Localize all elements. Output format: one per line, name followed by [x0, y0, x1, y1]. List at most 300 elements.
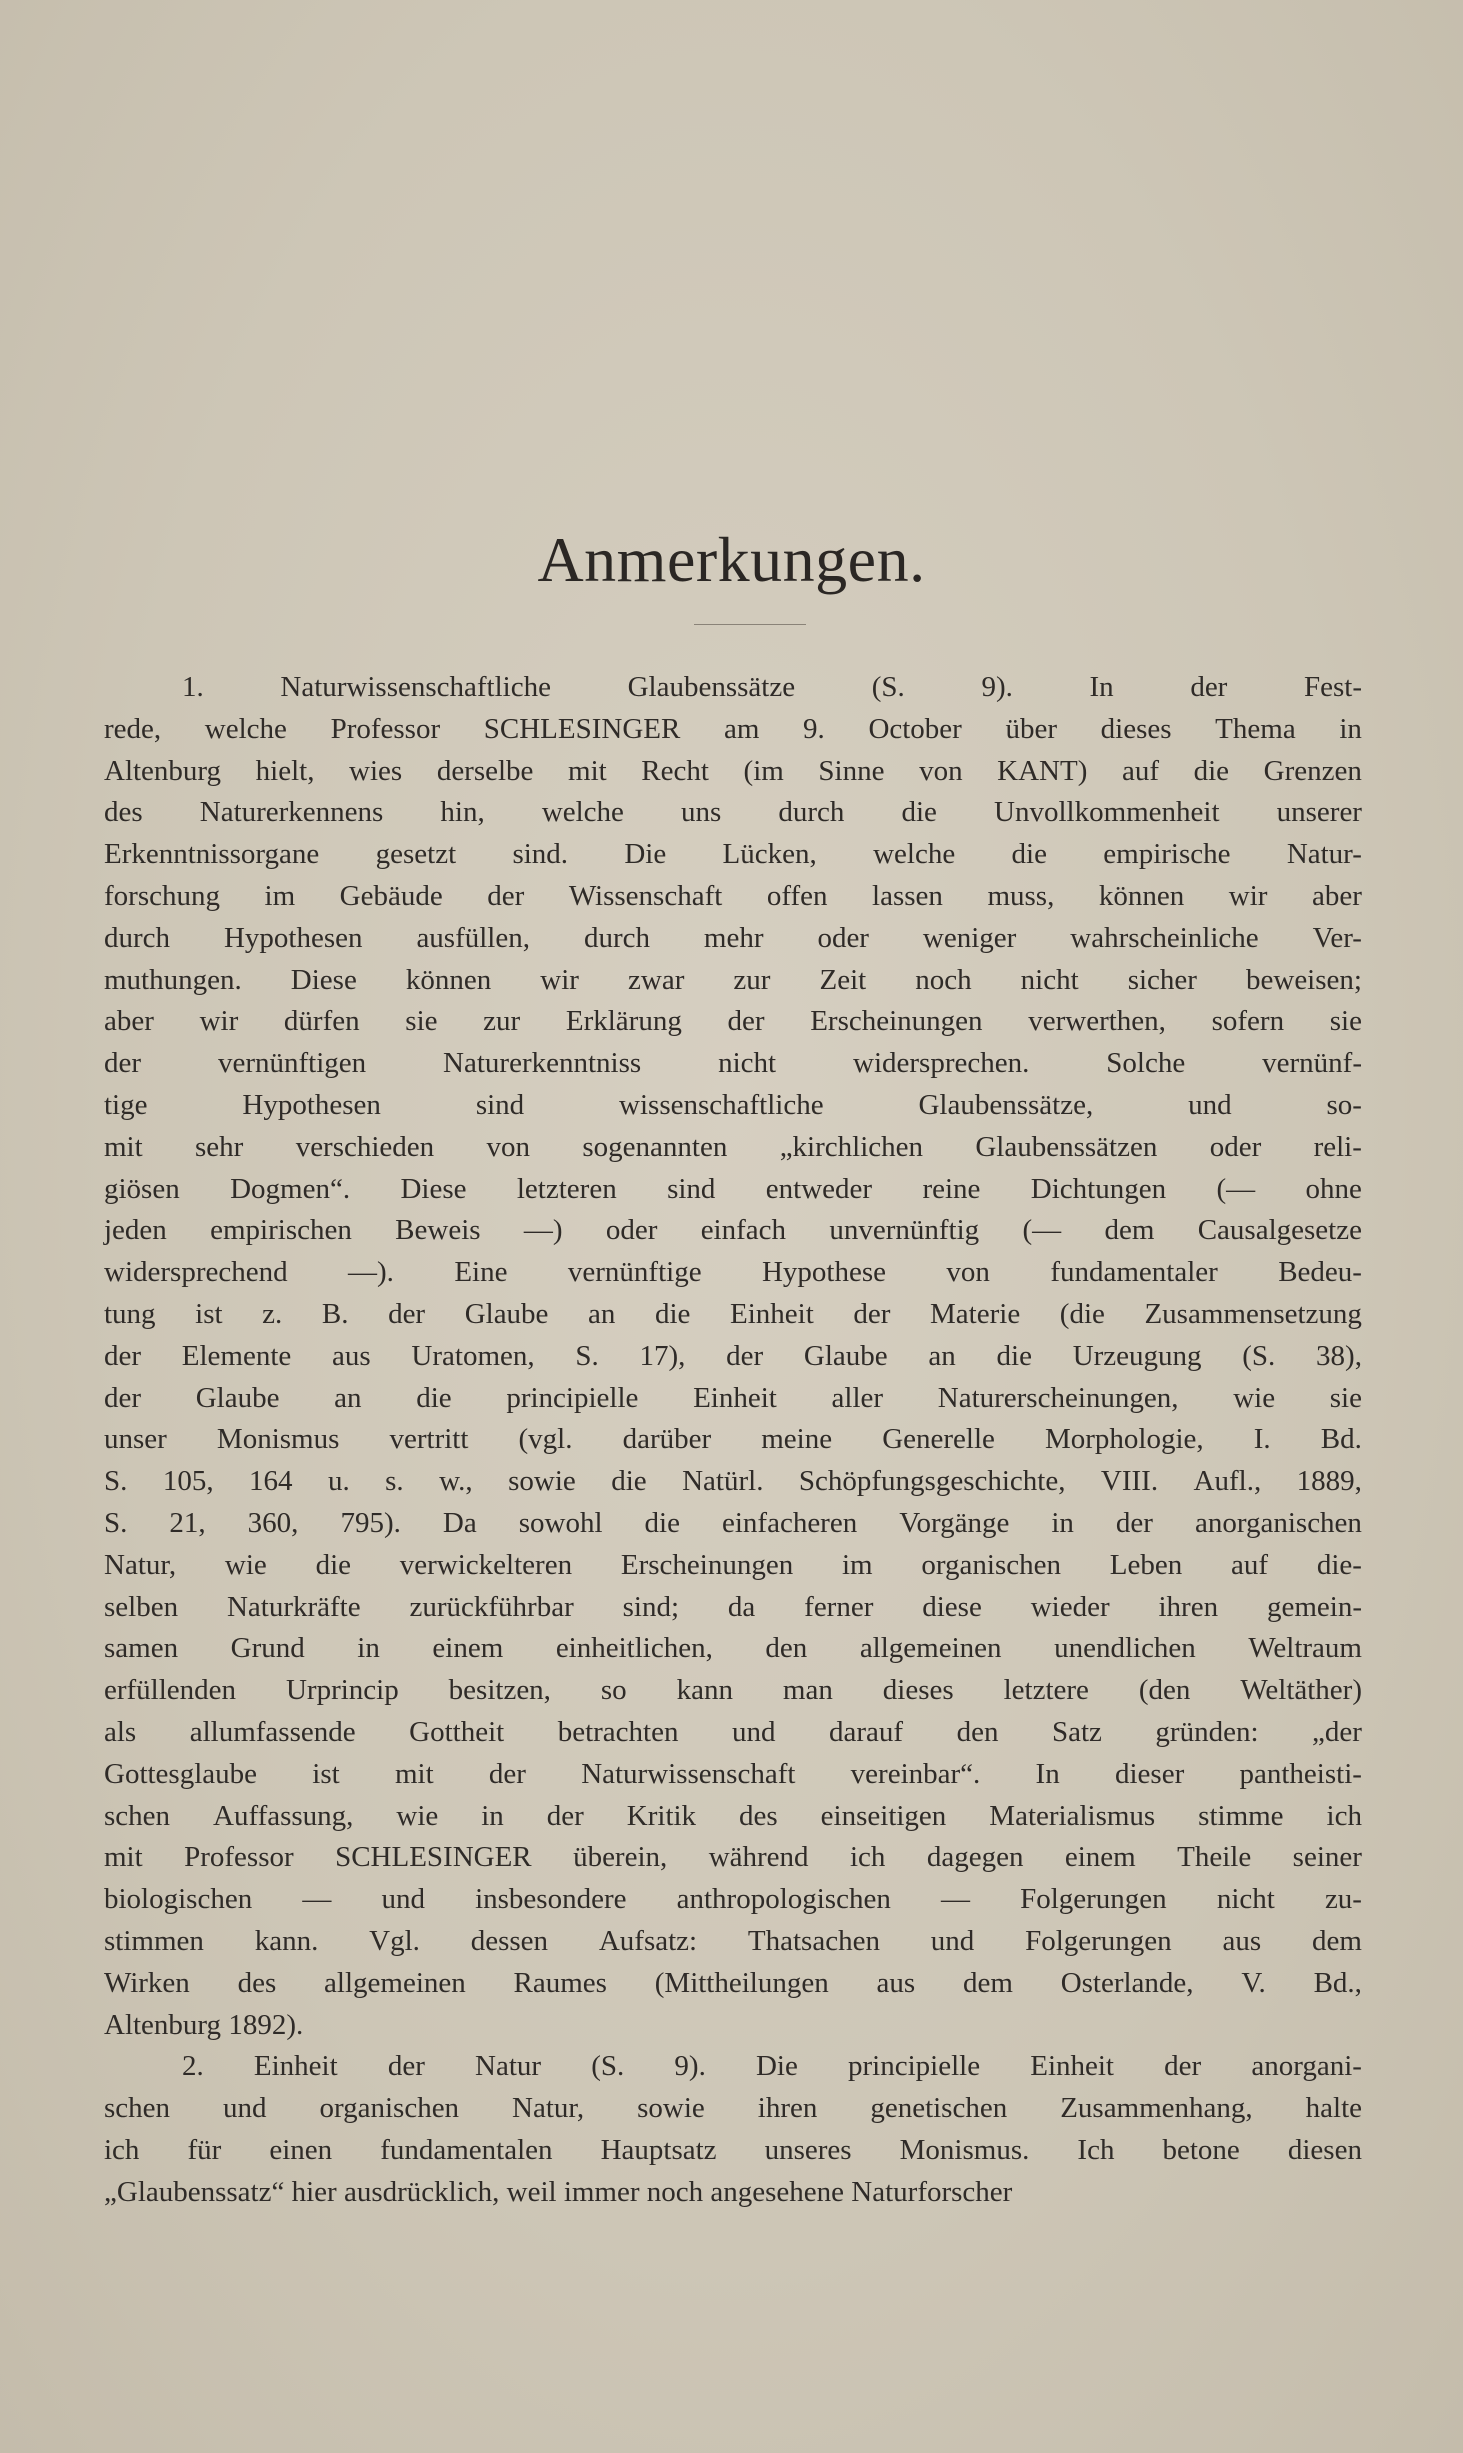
text-word: Materialismus [989, 1799, 1156, 1832]
text-word: wahrscheinliche [1070, 921, 1259, 954]
text-word: Beweis [395, 1214, 481, 1247]
text-word: sehr [195, 1130, 244, 1163]
text-word: man [782, 1674, 833, 1707]
text-word: ihren [1158, 1590, 1219, 1623]
text-line [104, 1796, 1362, 1838]
text-word: im [841, 1548, 873, 1581]
text-word: allumfassende [189, 1715, 356, 1748]
text-word: in [357, 1632, 380, 1665]
text-line [104, 1712, 1362, 1754]
text-word: (Mittheilungen [654, 1966, 829, 1999]
text-word: Ich [1077, 2133, 1115, 2166]
text-word: sie [405, 1005, 438, 1038]
text-word: 2. [182, 2050, 204, 2083]
text-word: welche [873, 838, 956, 871]
text-word: 360, [247, 1506, 299, 1539]
text-word: letzteren [516, 1172, 617, 1205]
text-word: wie [396, 1799, 439, 1832]
text-word: von [946, 1256, 990, 1289]
text-word: erfüllenden [104, 1674, 237, 1707]
text-word: 38), [1316, 1339, 1362, 1372]
text-word: SCHLESINGER [483, 712, 681, 745]
text-word: mit [104, 1841, 143, 1874]
text-word: diesen [1287, 2133, 1362, 2166]
text-word: einfacheren [721, 1506, 858, 1539]
text-word: den [765, 1632, 808, 1665]
text-word: Zeit [819, 963, 867, 996]
text-word: Leben [1109, 1548, 1183, 1581]
text-word: S. [575, 1339, 599, 1372]
text-word: meine [761, 1423, 833, 1456]
text-word: allgemeinen [324, 1966, 466, 1999]
text-word: biologischen [104, 1883, 253, 1916]
text-word: aller [831, 1381, 884, 1414]
text-word: schen [104, 2092, 171, 2125]
text-word: 17), [639, 1339, 686, 1372]
text-word: jeden [104, 1214, 167, 1247]
text-word: 1889, [1296, 1465, 1362, 1498]
text-word: die [315, 1548, 351, 1581]
text-line [104, 1670, 1362, 1712]
text-word: (im [743, 754, 784, 787]
text-line [104, 1921, 1362, 1963]
text-word: sind [667, 1172, 716, 1205]
text-word: vernünftige [567, 1256, 702, 1289]
text-word: Naturkräfte [226, 1590, 361, 1623]
text-word: oder [605, 1214, 658, 1247]
text-word: seiner [1292, 1841, 1362, 1874]
text-word: Die [755, 2050, 798, 2083]
text-word: „Glaubenssatz“ [104, 2175, 292, 2208]
text-word: als [104, 1715, 137, 1748]
text-line [104, 667, 1362, 709]
text-word: Natur, [512, 2092, 585, 2125]
text-word: giösen [104, 1172, 180, 1205]
text-word: hielt, [255, 754, 315, 787]
text-line [104, 960, 1362, 1002]
text-word: die- [1316, 1548, 1362, 1581]
text-word: empirische [1103, 838, 1231, 871]
text-line [104, 2172, 1362, 2214]
text-word: fundamentaler [1050, 1256, 1218, 1289]
text-word: ist [312, 1757, 340, 1790]
text-word: der [104, 1339, 142, 1372]
text-word: Gottheit [409, 1715, 505, 1748]
text-line [104, 1837, 1362, 1879]
text-word: von [919, 754, 963, 787]
text-word: der [387, 2050, 425, 2083]
text-word: pantheisti- [1239, 1757, 1362, 1790]
text-word: sie [1329, 1381, 1362, 1414]
text-word: Vgl. [369, 1924, 420, 1957]
text-word: verschieden [295, 1130, 435, 1163]
text-word: unvernünftig [829, 1214, 980, 1247]
text-word: Natur, [104, 1548, 177, 1581]
text-line [104, 1587, 1362, 1629]
text-word: beweisen; [1246, 963, 1362, 996]
text-word: zur [733, 963, 771, 996]
text-word: auf [1121, 754, 1159, 787]
text-word: Grund [230, 1632, 305, 1665]
text-word: Glaube [195, 1381, 280, 1414]
text-word: gemein- [1266, 1590, 1362, 1623]
text-word: die [1193, 754, 1230, 787]
text-line [104, 1085, 1362, 1127]
text-word: einfach [700, 1214, 787, 1247]
text-word: oder [817, 921, 869, 954]
text-word: S. [104, 1465, 128, 1498]
text-word: 795). [340, 1506, 401, 1539]
text-word: letztere [1003, 1674, 1089, 1707]
text-word: 1. [182, 671, 204, 703]
text-word: Satz [1051, 1715, 1102, 1748]
text-word: den [956, 1715, 999, 1748]
text-word: Erklärung [565, 1005, 682, 1038]
text-line [104, 2130, 1362, 2172]
text-word: verwickelteren [399, 1548, 573, 1581]
text-word: rede, [104, 712, 162, 745]
text-word: vereinbar“. [850, 1757, 981, 1790]
text-word: Zusammenhang, [1060, 2092, 1253, 2125]
text-word: Folgerungen [1020, 1883, 1167, 1916]
text-word: während [708, 1841, 809, 1874]
text-word: diese [922, 1590, 982, 1623]
text-word: über [1005, 712, 1058, 745]
text-word: besitzen, [448, 1674, 551, 1707]
text-word: kann. [254, 1924, 319, 1957]
text-word: überein, [573, 1841, 668, 1874]
text-word: fundamentalen [380, 2133, 553, 2166]
text-word: — [940, 1883, 970, 1916]
text-word: Lücken, [722, 838, 817, 871]
text-word: wir [1228, 879, 1268, 912]
text-word: dagegen [926, 1841, 1024, 1874]
text-word: Glaubenssätze, [918, 1088, 1094, 1121]
text-word: sie [1329, 1005, 1362, 1038]
text-word: ich [849, 1841, 886, 1874]
text-word: Hypothesen [223, 921, 363, 954]
text-word: (S. [1242, 1339, 1276, 1372]
text-word: reli- [1313, 1130, 1362, 1163]
text-word: weniger [922, 921, 1017, 954]
text-word: B. [321, 1297, 349, 1330]
text-word: Thema [1215, 712, 1296, 745]
text-word: (S. [591, 2050, 625, 2083]
text-word: 164 [249, 1465, 293, 1498]
text-line [104, 2005, 1362, 2047]
text-word: der [1164, 2050, 1202, 2083]
text-word: gesetzt [375, 838, 457, 871]
text-word: Bd., [1313, 1966, 1362, 1999]
text-word: Auffassung, [213, 1799, 354, 1832]
text-word: nicht [1020, 963, 1079, 996]
text-word: Glaubenssätzen [975, 1130, 1158, 1163]
text-word: stimmen [104, 1924, 204, 1957]
text-word: in [1339, 712, 1362, 745]
text-word: der [546, 1799, 584, 1832]
text-word: dieser [1114, 1757, 1185, 1790]
text-word: die [644, 1506, 680, 1539]
text-word: die [611, 1465, 647, 1498]
text-word: Solche [1106, 1047, 1186, 1080]
text-word: zwar [628, 963, 685, 996]
text-word: selben [104, 1590, 179, 1623]
text-word: des [739, 1799, 778, 1832]
text-word: Bd. [1320, 1423, 1362, 1456]
text-word: schen [104, 1799, 171, 1832]
text-word: einheitlichen, [555, 1632, 713, 1665]
text-word: einem [432, 1632, 504, 1665]
text-line [104, 1252, 1362, 1294]
text-word: Vorgänge [899, 1506, 1010, 1539]
text-word: mit [568, 754, 607, 787]
text-word: Zusammensetzung [1144, 1297, 1362, 1330]
text-word: dieses [882, 1674, 954, 1707]
text-word: am [723, 712, 760, 745]
text-word: Diese [290, 963, 357, 996]
text-word: s. [385, 1465, 404, 1498]
text-word: noch [915, 963, 972, 996]
text-word: (vgl. [518, 1423, 573, 1456]
text-word: „kirchlichen [779, 1130, 924, 1163]
text-word: an [588, 1297, 616, 1330]
heading-rule [694, 624, 806, 625]
text-word: ich [104, 2133, 140, 2166]
text-word: VIII. [1100, 1465, 1159, 1498]
text-word: aber [104, 1005, 154, 1038]
text-word: Erscheinungen [620, 1548, 794, 1581]
text-word: sind. [512, 838, 569, 871]
text-word: reine [922, 1172, 981, 1205]
text-word: unseres [764, 2133, 852, 2166]
text-word: ohne [1305, 1172, 1362, 1205]
text-word: (— [1022, 1214, 1062, 1247]
text-word: Aufsatz: [598, 1924, 698, 1957]
text-word: Elemente [181, 1339, 292, 1372]
text-word: ich [1326, 1799, 1362, 1832]
text-word: zurückführbar [409, 1590, 574, 1623]
text-word: aus [1222, 1924, 1262, 1957]
text-line [104, 918, 1362, 960]
text-word: Einheit [730, 1297, 814, 1330]
text-word: ausfüllen, [416, 921, 530, 954]
text-word: 21, [169, 1506, 206, 1539]
text-word: der [104, 1047, 142, 1080]
text-word: Hypothesen [242, 1088, 381, 1121]
text-word: Da [442, 1506, 477, 1539]
text-word: Naturerscheinungen, [937, 1381, 1179, 1414]
text-word: so- [1326, 1088, 1362, 1121]
text-word: welche [204, 712, 287, 745]
text-word: an [334, 1381, 362, 1414]
text-word: 9. [803, 712, 825, 745]
text-word: Monismus [216, 1423, 340, 1456]
text-word: — [302, 1883, 332, 1916]
text-word: die [416, 1381, 452, 1414]
text-word: die [1011, 838, 1047, 871]
text-word: der [487, 879, 525, 912]
text-word: Thatsachen [747, 1924, 880, 1957]
text-word: Gebäude [339, 879, 443, 912]
text-word: tige [104, 1088, 148, 1121]
text-word: genetischen [870, 2092, 1008, 2125]
text-word: darüber [622, 1423, 712, 1456]
text-word: Generelle [882, 1423, 995, 1456]
text-line [104, 1461, 1362, 1503]
text-line [104, 792, 1362, 834]
text-word: aus [332, 1339, 371, 1372]
text-word: 9). [674, 2050, 706, 2083]
text-word: muss, [987, 879, 1055, 912]
text-word: Grenzen [1263, 754, 1362, 787]
text-word: einem [1064, 1841, 1136, 1874]
text-word: Natur [475, 2050, 542, 2083]
text-word: der [1115, 1506, 1153, 1539]
text-word: Wissenschaft [568, 879, 723, 912]
text-word: einseitigen [820, 1799, 947, 1832]
text-word: Erscheinungen [810, 1005, 983, 1038]
text-line [104, 1210, 1362, 1252]
text-line [104, 1545, 1362, 1587]
text-word: Einheit [693, 1381, 777, 1414]
text-word: Diese [400, 1172, 467, 1205]
text-word: Glaube [464, 1297, 549, 1330]
text-word: uns [681, 796, 722, 829]
text-word: an [928, 1339, 956, 1372]
text-word: S. [104, 1506, 128, 1539]
text-word: von [486, 1130, 531, 1163]
text-word: Bedeu- [1278, 1256, 1362, 1289]
text-word: nicht [718, 1047, 777, 1080]
text-word: vernünf- [1262, 1047, 1362, 1080]
text-word: Materie [930, 1297, 1021, 1330]
text-word: 9). [981, 671, 1013, 703]
notes-text-block [104, 667, 1362, 2213]
text-word: Naturwissenschaftliche [280, 671, 551, 703]
text-word: zu- [1324, 1883, 1362, 1916]
text-word: Kritik [626, 1799, 697, 1832]
text-word: (den [1138, 1674, 1191, 1707]
text-word: Weltraum [1248, 1632, 1362, 1665]
text-word: mit [104, 1130, 143, 1163]
text-word: Urprincip [285, 1674, 399, 1707]
text-word: weil [506, 2175, 564, 2208]
text-word: noch [646, 2175, 711, 2208]
text-word: V. [1241, 1966, 1266, 1999]
text-word: dem [1104, 1214, 1155, 1247]
text-word: Naturerkenntniss [443, 1047, 642, 1080]
text-word: sowohl [518, 1506, 603, 1539]
text-word: dieses [1100, 712, 1172, 745]
text-word: aber [1311, 879, 1362, 912]
text-word: anorganischen [1194, 1506, 1362, 1539]
text-word: durch [104, 921, 171, 954]
text-word: lassen [872, 879, 943, 912]
text-word: (die [1059, 1297, 1105, 1330]
text-word: Natur- [1286, 838, 1362, 871]
text-line [104, 1169, 1362, 1211]
text-word: mehr [703, 921, 764, 954]
page-heading: Anmerkungen. [537, 524, 926, 595]
text-word: —). [348, 1256, 394, 1289]
text-line [104, 709, 1362, 751]
text-word: organischen [319, 2092, 460, 2125]
text-word: da [727, 1590, 756, 1623]
text-word: ferner [804, 1590, 874, 1623]
text-word: SCHLESINGER [335, 1841, 532, 1874]
text-word: dem [1311, 1924, 1362, 1957]
text-word: u. [327, 1465, 350, 1498]
text-word: widersprechen. [853, 1047, 1030, 1080]
text-word: und [1188, 1088, 1232, 1121]
text-word: der [727, 1005, 765, 1038]
text-word: und [930, 1924, 975, 1957]
text-word: auf [1231, 1548, 1269, 1581]
text-word: die [901, 796, 937, 829]
text-word: können [405, 963, 492, 996]
text-word: Professor [184, 1841, 294, 1874]
text-word: können [1098, 879, 1185, 912]
text-line [104, 1628, 1362, 1670]
text-line [104, 834, 1362, 876]
text-word: anorgani- [1251, 2050, 1362, 2083]
text-word: und [731, 1715, 776, 1748]
text-word: principielle [848, 2050, 981, 2083]
text-word: des [237, 1966, 277, 1999]
text-word: Ver- [1312, 921, 1362, 954]
text-word: Causalgesetze [1197, 1214, 1362, 1247]
text-word: kann [676, 1674, 733, 1707]
text-word: in [481, 1799, 504, 1832]
text-word: Aufl., [1193, 1465, 1262, 1498]
text-word: einen [269, 2133, 333, 2166]
text-word: muthungen. [104, 963, 242, 996]
text-word: insbesondere [475, 1883, 627, 1916]
text-line [104, 1419, 1362, 1461]
text-word: Professor [330, 712, 441, 745]
text-word: samen [104, 1632, 179, 1665]
text-word: empirischen [210, 1214, 352, 1247]
text-word: dürfen [283, 1005, 360, 1038]
text-word: angesehene [710, 2175, 852, 2208]
text-word: 105, [162, 1465, 214, 1498]
text-line [104, 1879, 1362, 1921]
text-word: die [655, 1297, 691, 1330]
text-word: I. [1253, 1423, 1271, 1456]
text-word: nicht [1216, 1883, 1275, 1916]
text-word: durch [778, 796, 845, 829]
text-word: Raumes [513, 1966, 607, 1999]
text-word: welche [541, 796, 624, 829]
text-word: Gottesglaube [104, 1757, 258, 1790]
text-word: oder [1209, 1130, 1262, 1163]
text-word: Schöpfungsgeschichte, [798, 1465, 1066, 1498]
text-word: entweder [765, 1172, 873, 1205]
text-line [104, 1127, 1362, 1169]
text-word: wie [224, 1548, 267, 1581]
text-word: und [223, 2092, 267, 2125]
text-word: widersprechend [104, 1256, 288, 1289]
text-word: Morphologie, [1044, 1423, 1204, 1456]
text-word: Einheit [1030, 2050, 1114, 2083]
text-word: Natürl. [682, 1465, 764, 1498]
text-word: ist [195, 1297, 223, 1330]
text-line [104, 1336, 1362, 1378]
text-word: wieder [1030, 1590, 1110, 1623]
text-word: in [1051, 1506, 1074, 1539]
text-word: October [868, 712, 962, 745]
text-word: sofern [1211, 1005, 1285, 1038]
